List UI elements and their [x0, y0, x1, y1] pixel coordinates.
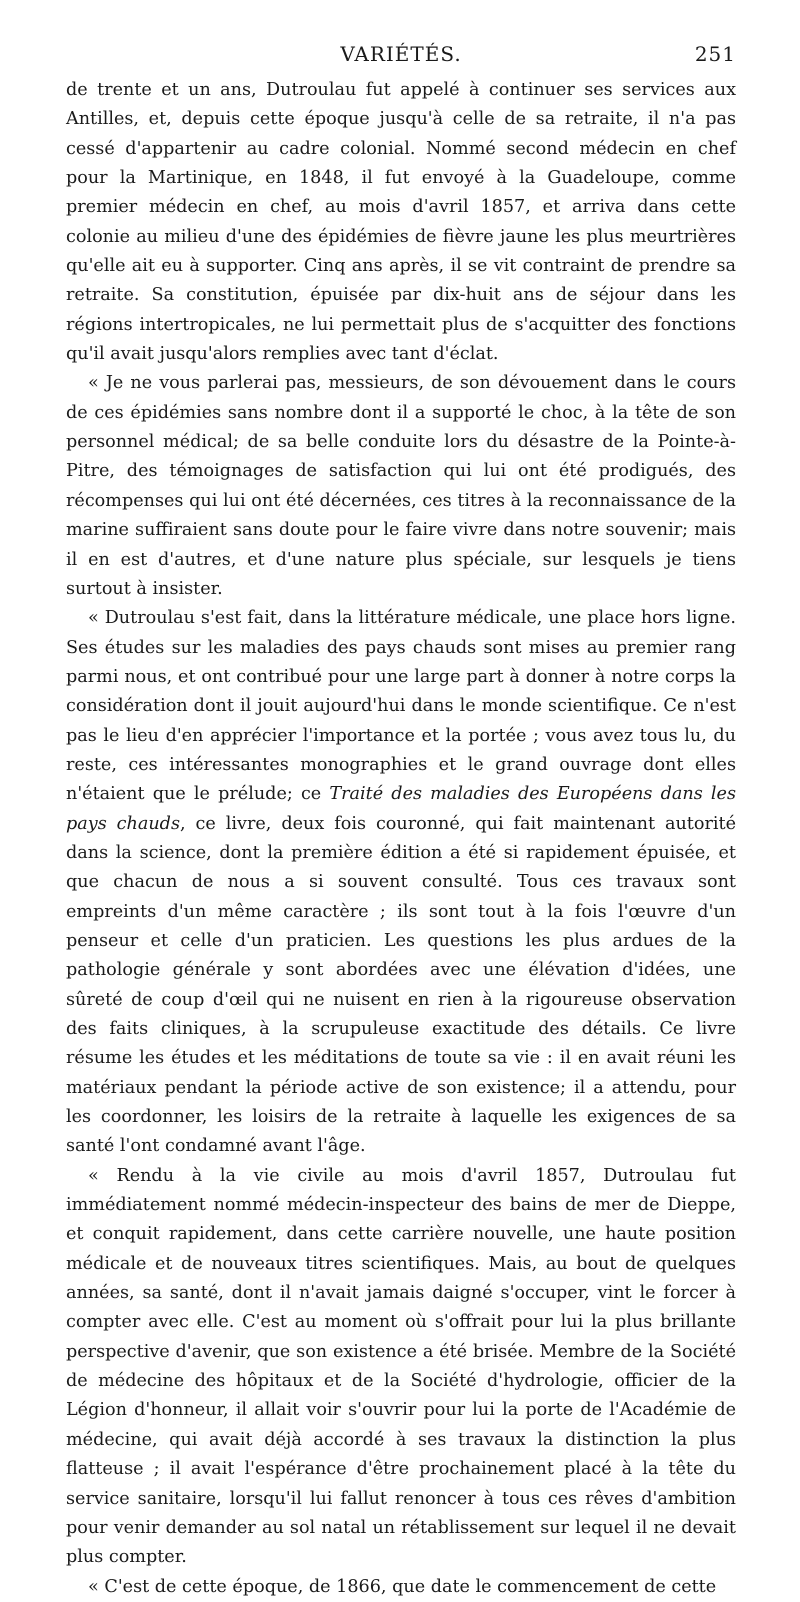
paragraph: « Je ne vous parlerai pas, messieurs, de son dévouement dans le cours de ces épidémies sans nombre dont il a supporté le choc, à la tête de son personnel médical; de sa belle conduite lors du désastre de la Pointe-à-Pitre, des témoignages de satisfaction qui lui ont été prodigués, des récompenses qui lui ont été décernées, ces titres à la reconnaissance de la marine suffiraient sans doute pour le faire vivre dans notre souvenir; mais il en est d'autres, et d'une nature plus spéciale, sur lesquels je tiens surtout à insister.	[66, 373, 736, 599]
paragraph-text: , ce livre, deux fois couronné, qui fait maintenant autorité dans la science, dont la première édition a été si rapidement épuisée, et que chacun de nous a si souvent consulté. Tous ces travaux sont empreints d'un même caractère ; ils sont tout à la fois l'œuvre d'un penseur et celle d'un praticien. Les questions les plus ardues de la pathologie générale y sont abordées avec une élévation d'idées, une sûreté de coup d'œil qui ne nuisent en rien à la rigoureuse observation des faits cliniques, à la scrupuleuse exactitude des détails. Ce livre résume les études et les méditations de toute sa vie : il en avait réuni les matériaux pendant la période active de son existence; il a attendu, pour les coordonner, les loisirs de la retraite à laquelle les exigences de sa santé l'ont condamné avant l'âge.	[66, 813, 736, 1157]
body-text	[66, 76, 736, 1602]
paragraph-text: « Dutroulau s'est fait, dans la littérature médicale, une place hors ligne. Ses études sur les maladies des pays chauds sont mises au premier rang parmi nous, et ont contribué pour une large part à donner à notre corps la considération dont il jouit aujourd'hui dans le monde scientifique. Ce n'est pas le lieu d'en apprécier l'importance et la portée ; vous avez tous lu, du reste, ces intéressantes monographies et le grand ouvrage dont elles n'étaient que le prélude; ce	[66, 608, 736, 805]
running-title: VARIÉTÉS.	[340, 42, 462, 66]
page-number: 251	[694, 42, 736, 66]
book-title: Traité des maladies des Européens dans les pays chauds	[66, 784, 736, 834]
running-head	[66, 42, 736, 76]
paragraph	[66, 604, 736, 1162]
paragraph: « C'est de cette époque, de 1866, que date le commencement de cette	[88, 1576, 717, 1597]
paragraph: de trente et un ans, Dutroulau fut appelé à continuer ses services aux Antilles, et, depuis cette époque jusqu'à celle de sa retraite, il n'a pas cessé d'appartenir au cadre colonial. Nommé second médecin en chef pour la Martinique, en 1848, il fut envoyé à la Guadeloupe, comme premier médecin en chef, au mois d'avril 1857, et arriva dans cette colonie au milieu d'une des épidémies de fièvre jaune les plus meurtrières qu'elle ait eu à supporter. Cinq ans après, il se vit contraint de prendre sa retraite. Sa constitution, épuisée par dix-huit ans de séjour dans les régions intertropicales, ne lui permettait plus de s'acquitter des fonctions qu'il avait jusqu'alors remplies avec tant d'éclat.	[66, 80, 736, 365]
page	[66, 42, 736, 1602]
paragraph: « Rendu à la vie civile au mois d'avril 1857, Dutroulau fut immédiatement nommé médecin-inspecteur des bains de mer de Dieppe, et conquit rapidement, dans cette carrière nouvelle, une haute position médicale et de nouveaux titres scientifiques. Mais, au bout de quelques années, sa santé, dont il n'avait jamais daigné s'occuper, vint le forcer à compter avec elle. C'est au moment où s'offrait pour lui la plus brillante perspective d'avenir, que son existence a été brisée. Membre de la Société de médecine des hôpitaux et de la Société d'hydrologie, officier de la Légion d'honneur, il allait voir s'ouvrir pour lui la porte de l'Académie de médecine, qui avait déjà accordé à ses travaux la distinction la plus flatteuse ; il avait l'espérance d'être prochainement placé à la tête du service sanitaire, lorsqu'il lui fallut renoncer à tous ces rêves d'ambition pour venir demander au sol natal un rétablissement sur lequel il ne devait plus compter.	[66, 1165, 736, 1568]
